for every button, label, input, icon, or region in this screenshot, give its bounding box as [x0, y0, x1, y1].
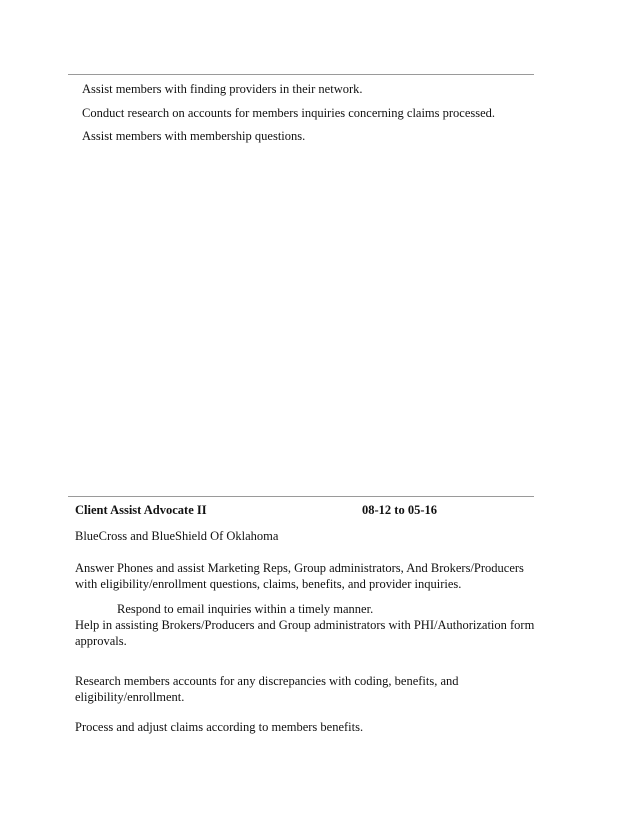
duty-process-claims: Process and adjust claims according to members benefits.	[75, 720, 364, 734]
company-name: BlueCross and BlueShield Of Oklahoma	[75, 529, 279, 543]
duty-claims-research: Conduct research on accounts for members inquiries concerning claims processed.	[82, 106, 496, 120]
duty-email-inquiries: Respond to email inquiries within a timely manner.	[117, 602, 374, 616]
duty-answer-phones-line2: with eligibility/enrollment questions, claims, benefits, and provider inquiries.	[75, 577, 462, 591]
duty-research-accounts-line2: eligibility/enrollment.	[75, 690, 185, 704]
job-dates: 08-12 to 05-16	[362, 503, 437, 517]
duty-finding-providers: Assist members with finding providers in their network.	[82, 82, 363, 96]
duty-answer-phones-line1: Answer Phones and assist Marketing Reps, Group administrators, And Brokers/Producers	[75, 561, 524, 575]
job-title: Client Assist Advocate II	[75, 503, 207, 517]
duty-membership-questions: Assist members with membership questions.	[82, 129, 306, 143]
top-divider	[68, 74, 534, 75]
section-divider	[68, 496, 534, 497]
duty-phi-authorization-line1: Help in assisting Brokers/Producers and Group administrators with PHI/Authorization form	[75, 618, 535, 632]
duty-research-accounts-line1: Research members accounts for any discrepancies with coding, benefits, and	[75, 674, 459, 688]
duty-phi-authorization-line2: approvals.	[75, 634, 127, 648]
